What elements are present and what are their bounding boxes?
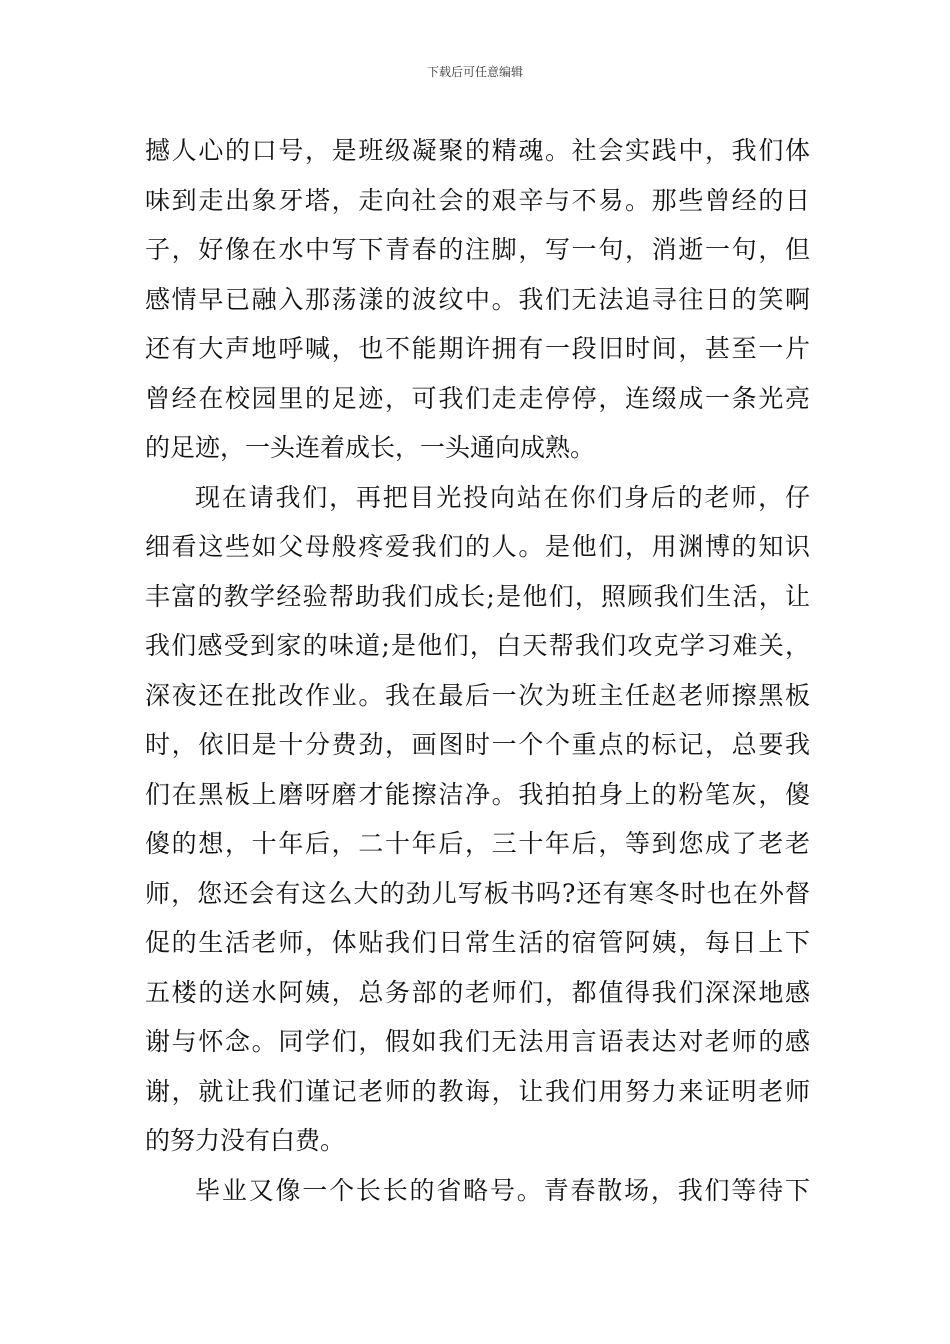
page-header: 下载后可任意编辑	[426, 65, 523, 79]
text-line: 还有大声地呼喊，也不能期许拥有一段旧时间，甚至一片	[145, 334, 810, 363]
text-line: 曾经在校园里的足迹，可我们走走停停，连缀成一条光亮	[145, 383, 810, 413]
text-line: 撼人心的口号，是班级凝聚的精魂。社会实践中，我们体	[145, 136, 810, 165]
text-line: 促的生活老师，体贴我们日常生活的宿管阿姨，每日上下	[145, 928, 810, 957]
text-line: 感情早已融入那荡漾的波纹中。我们无法追寻往日的笑啊	[145, 284, 810, 314]
text-line: 五楼的送水阿姨，总务部的老师们，都值得我们深深地感	[145, 977, 810, 1007]
text-line: 时，依旧是十分费劲，画图时一个个重点的标记，总要我	[145, 730, 810, 759]
text-line: 现在请我们，再把目光投向站在你们身后的老师，仔	[195, 482, 810, 512]
text-line: 师，您还会有这么大的劲儿写板书吗?还有寒冬时也在外督	[145, 878, 810, 908]
text-line: 的足迹，一头连着成长，一头通向成熟。	[145, 433, 596, 462]
text-line: 我们感受到家的味道;是他们，白天帮我们攻克学习难关，	[145, 631, 810, 660]
paragraph	[145, 473, 810, 1166]
paragraph	[145, 126, 810, 473]
body-text	[145, 126, 810, 1215]
text-line: 细看这些如父母般疼爱我们的人。是他们，用渊博的知识	[145, 532, 810, 561]
text-line: 毕业又像一个长长的省略号。青春散场，我们等待下	[195, 1175, 810, 1205]
text-line: 味到走出象牙塔，走向社会的艰辛与不易。那些曾经的日	[145, 185, 810, 215]
text-line: 谢，就让我们谨记老师的教诲，让我们用努力来证明老师	[145, 1076, 810, 1106]
paragraph	[145, 1166, 810, 1216]
text-line: 的努力没有白费。	[145, 1126, 346, 1155]
text-line: 深夜还在批改作业。我在最后一次为班主任赵老师擦黑板	[145, 680, 810, 710]
text-line: 们在黑板上磨呀磨才能擦洁净。我拍拍身上的粉笔灰，傻	[145, 779, 810, 809]
text-line: 傻的想，十年后，二十年后，三十年后，等到您成了老老	[145, 829, 810, 858]
text-line: 丰富的教学经验帮助我们成长;是他们，照顾我们生活，让	[145, 581, 810, 611]
text-line: 子，好像在水中写下青春的注脚，写一句，消逝一句，但	[145, 235, 810, 264]
text-line: 谢与怀念。同学们，假如我们无法用言语表达对老师的感	[145, 1027, 810, 1056]
